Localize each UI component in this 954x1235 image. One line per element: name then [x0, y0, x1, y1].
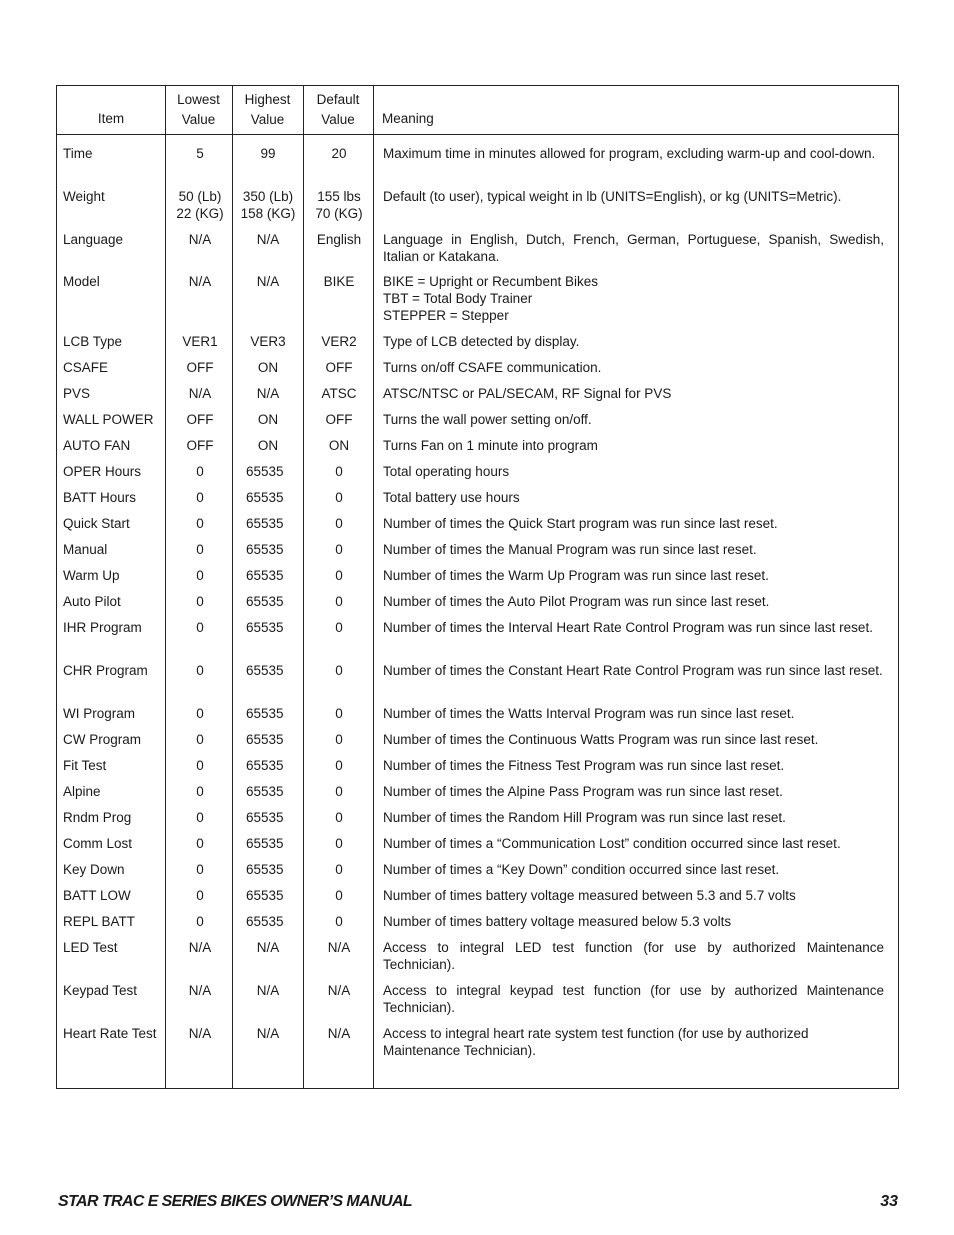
table-row — [57, 188, 898, 231]
meaning-cell: Turns on/off CSAFE communication. — [383, 360, 602, 375]
item-cell: Comm Lost — [63, 836, 133, 851]
highest-value-cell: 65535 — [246, 810, 284, 825]
item-cell: REPL BATT — [63, 914, 136, 929]
item-cell: Model — [63, 274, 100, 289]
default-value-cell: 155 lbs 70 (KG) — [315, 189, 363, 221]
meaning-cell: Turns the wall power setting on/off. — [383, 412, 592, 427]
table-row — [57, 809, 898, 835]
table-row — [57, 359, 898, 385]
table-row — [57, 463, 898, 489]
lowest-value-cell: 0 — [196, 836, 204, 851]
table-row — [57, 489, 898, 515]
lowest-value-cell: 0 — [196, 490, 204, 505]
default-value-cell: 0 — [335, 663, 343, 678]
table-row — [57, 939, 898, 982]
table-row — [57, 913, 898, 939]
highest-value-cell: N/A — [256, 983, 280, 998]
lowest-value-cell: 0 — [196, 620, 204, 635]
default-value-cell: VER2 — [321, 334, 357, 349]
highest-value-cell: 99 — [260, 146, 276, 161]
meaning-cell: BIKE = Upright or Recumbent Bikes TBT = Total Body Trainer STEPPER = Stepper — [383, 274, 598, 323]
item-cell: OPER Hours — [63, 464, 142, 479]
default-value-cell: 0 — [335, 810, 343, 825]
default-value-cell: BIKE — [323, 274, 355, 289]
default-value-cell: 0 — [335, 914, 343, 929]
default-value-cell: 0 — [335, 568, 343, 583]
lowest-value-cell: 0 — [196, 758, 204, 773]
highest-value-cell: 65535 — [246, 836, 284, 851]
item-cell: WALL POWER — [63, 412, 154, 427]
page-number: 33 — [880, 1193, 898, 1210]
lowest-value-cell: 0 — [196, 732, 204, 747]
highest-value-cell: VER3 — [250, 334, 286, 349]
default-value-cell: N/A — [327, 1026, 351, 1041]
meaning-cell: Default (to user), typical weight in lb (UNITS=English), or kg (UNITS=Metric). — [383, 189, 842, 204]
table-row — [57, 411, 898, 437]
lowest-value-cell: N/A — [188, 386, 212, 401]
table-row — [57, 861, 898, 887]
table-row — [57, 619, 898, 662]
lowest-value-cell: VER1 — [182, 334, 218, 349]
meaning-cell: Access to integral heart rate system test function (for use by authorized Maintenance Technician). — [383, 1026, 809, 1058]
meaning-cell: Number of times the Random Hill Program was run since last reset. — [383, 810, 786, 825]
table-row — [57, 757, 898, 783]
highest-value-cell: N/A — [256, 1026, 280, 1041]
table-row — [57, 593, 898, 619]
default-value-cell: 0 — [335, 888, 343, 903]
lowest-value-cell: 0 — [196, 568, 204, 583]
default-value-cell: 0 — [335, 516, 343, 531]
meaning-cell: Number of times the Continuous Watts Program was run since last reset. — [383, 732, 819, 747]
highest-value-cell: ON — [257, 360, 279, 375]
item-cell: LCB Type — [63, 334, 123, 349]
lowest-value-cell: OFF — [186, 412, 214, 427]
footer-title: STAR TRAC E SERIES BIKES OWNER’S MANUAL — [58, 1193, 413, 1210]
item-cell: Keypad Test — [63, 983, 138, 998]
lowest-value-cell: 0 — [196, 888, 204, 903]
default-value-cell: ON — [328, 438, 350, 453]
table-row — [57, 333, 898, 359]
lowest-value-cell: OFF — [186, 360, 214, 375]
highest-value-cell: 65535 — [246, 784, 284, 799]
table-row — [57, 567, 898, 593]
table-row — [57, 705, 898, 731]
meaning-cell: Access to integral keypad test function (for use by authorized Maintenance Technician). — [383, 983, 884, 1015]
item-cell: BATT Hours — [63, 490, 137, 505]
default-value-cell: 0 — [335, 620, 343, 635]
default-value-cell: 0 — [335, 862, 343, 877]
table-row — [57, 887, 898, 913]
table-row — [57, 515, 898, 541]
lowest-value-cell: 0 — [196, 914, 204, 929]
default-value-cell: 0 — [335, 784, 343, 799]
highest-value-cell: N/A — [256, 274, 280, 289]
default-value-cell: 0 — [335, 594, 343, 609]
highest-value-cell: 65535 — [246, 914, 284, 929]
meaning-cell: Number of times the Constant Heart Rate Control Program was run since last reset. — [383, 663, 883, 678]
item-cell: Rndm Prog — [63, 810, 132, 825]
table-row — [57, 145, 898, 188]
item-cell: AUTO FAN — [63, 438, 131, 453]
lowest-value-cell: 0 — [196, 594, 204, 609]
highest-value-cell: N/A — [256, 940, 280, 955]
item-cell: CHR Program — [63, 663, 148, 678]
meaning-cell: Number of times battery voltage measured between 5.3 and 5.7 volts — [383, 888, 796, 903]
highest-value-cell: 65535 — [246, 706, 284, 721]
highest-value-cell: 65535 — [246, 516, 284, 531]
table-row — [57, 437, 898, 463]
item-cell: Quick Start — [63, 516, 130, 531]
meaning-cell: Number of times the Warm Up Program was run since last reset. — [383, 568, 769, 583]
item-cell: Key Down — [63, 862, 125, 877]
meaning-cell: Total battery use hours — [383, 490, 520, 505]
highest-value-cell: 65535 — [246, 862, 284, 877]
item-cell: LED Test — [63, 940, 118, 955]
highest-value-cell: 65535 — [246, 490, 284, 505]
table-row — [57, 982, 898, 1025]
lowest-value-cell: N/A — [188, 274, 212, 289]
meaning-cell: Maximum time in minutes allowed for program, excluding warm-up and cool-down. — [383, 146, 876, 161]
meaning-cell: Number of times the Watts Interval Program was run since last reset. — [383, 706, 795, 721]
highest-value-cell: 65535 — [246, 568, 284, 583]
lowest-value-cell: OFF — [186, 438, 214, 453]
header-lowest: Lowest Value — [177, 92, 220, 127]
highest-value-cell: 65535 — [246, 663, 284, 678]
item-cell: Fit Test — [63, 758, 107, 773]
meaning-cell: Total operating hours — [383, 464, 510, 479]
default-value-cell: 20 — [331, 146, 347, 161]
highest-value-cell: 65535 — [246, 732, 284, 747]
meaning-cell: Number of times battery voltage measured below 5.3 volts — [383, 914, 732, 929]
item-cell: PVS — [63, 386, 91, 401]
lowest-value-cell: 0 — [196, 542, 204, 557]
default-value-cell: N/A — [327, 940, 351, 955]
default-value-cell: 0 — [335, 490, 343, 505]
lowest-value-cell: 0 — [196, 784, 204, 799]
lowest-value-cell: N/A — [188, 1026, 212, 1041]
table-body — [57, 145, 898, 1065]
default-value-cell: 0 — [335, 542, 343, 557]
lowest-value-cell: 0 — [196, 663, 204, 678]
default-value-cell: N/A — [327, 983, 351, 998]
header-item: Item — [97, 111, 125, 126]
header-meaning: Meaning — [382, 111, 434, 126]
item-cell: Alpine — [63, 784, 101, 799]
lowest-value-cell: 0 — [196, 810, 204, 825]
default-value-cell: 0 — [335, 732, 343, 747]
default-value-cell: 0 — [335, 706, 343, 721]
default-value-cell: 0 — [335, 758, 343, 773]
highest-value-cell: 65535 — [246, 464, 284, 479]
table-row — [57, 231, 898, 273]
lowest-value-cell: 0 — [196, 516, 204, 531]
meaning-cell: Number of times the Quick Start program was run since last reset. — [383, 516, 778, 531]
highest-value-cell: N/A — [256, 232, 280, 247]
table-row — [57, 783, 898, 809]
item-cell: Time — [63, 146, 93, 161]
item-cell: BATT LOW — [63, 888, 131, 903]
meaning-cell: Access to integral LED test function (for use by authorized Maintenance Technician). — [383, 940, 884, 972]
table-row — [57, 541, 898, 567]
table-row — [57, 273, 898, 333]
header-divider — [57, 134, 898, 135]
highest-value-cell: 65535 — [246, 888, 284, 903]
lowest-value-cell: 0 — [196, 862, 204, 877]
lowest-value-cell: 0 — [196, 706, 204, 721]
lowest-value-cell: N/A — [188, 983, 212, 998]
meaning-cell: Number of times the Manual Program was run since last reset. — [383, 542, 757, 557]
default-value-cell: ATSC — [321, 386, 357, 401]
default-value-cell: 0 — [335, 464, 343, 479]
highest-value-cell: 350 (Lb) 158 (KG) — [240, 189, 296, 221]
default-value-cell: 0 — [335, 836, 343, 851]
highest-value-cell: ON — [257, 412, 279, 427]
settings-table — [56, 85, 899, 1089]
highest-value-cell: 65535 — [246, 594, 284, 609]
highest-value-cell: 65535 — [246, 758, 284, 773]
item-cell: Manual — [63, 542, 108, 557]
table-row — [57, 1025, 898, 1065]
item-cell: Language — [63, 232, 124, 247]
meaning-cell: Number of times the Fitness Test Program was run since last reset. — [383, 758, 785, 773]
highest-value-cell: N/A — [256, 386, 280, 401]
item-cell: CW Program — [63, 732, 142, 747]
meaning-cell: Number of times the Alpine Pass Program was run since last reset. — [383, 784, 783, 799]
lowest-value-cell: N/A — [188, 940, 212, 955]
item-cell: WI Program — [63, 706, 136, 721]
meaning-cell: Type of LCB detected by display. — [383, 334, 580, 349]
header-default: Default Value — [316, 92, 360, 127]
item-cell: Auto Pilot — [63, 594, 121, 609]
table-row — [57, 385, 898, 411]
item-cell: IHR Program — [63, 620, 142, 635]
meaning-cell: Number of times a “Communication Lost” condition occurred since last reset. — [383, 836, 841, 851]
meaning-cell: Number of times a “Key Down” condition occurred since last reset. — [383, 862, 780, 877]
meaning-cell: ATSC/NTSC or PAL/SECAM, RF Signal for PVS — [383, 386, 672, 401]
default-value-cell: OFF — [325, 360, 353, 375]
highest-value-cell: 65535 — [246, 542, 284, 557]
item-cell: CSAFE — [63, 360, 109, 375]
item-cell: Heart Rate Test — [63, 1026, 157, 1041]
table-row — [57, 835, 898, 861]
table-row — [57, 731, 898, 757]
lowest-value-cell: 0 — [196, 464, 204, 479]
item-cell: Warm Up — [63, 568, 120, 583]
default-value-cell: OFF — [325, 412, 353, 427]
highest-value-cell: 65535 — [246, 620, 284, 635]
lowest-value-cell: 50 (Lb) 22 (KG) — [176, 189, 224, 221]
lowest-value-cell: 5 — [196, 146, 204, 161]
meaning-cell: Number of times the Interval Heart Rate Control Program was run since last reset. — [383, 620, 873, 635]
table-row — [57, 662, 898, 705]
default-value-cell: English — [316, 232, 362, 247]
highest-value-cell: ON — [257, 438, 279, 453]
item-cell: Weight — [63, 189, 105, 204]
meaning-cell: Number of times the Auto Pilot Program was run since last reset. — [383, 594, 770, 609]
header-highest: Highest Value — [244, 92, 291, 127]
lowest-value-cell: N/A — [188, 232, 212, 247]
meaning-cell: Language in English, Dutch, French, German, Portuguese, Spanish, Swedish, Italian or Katakana. — [383, 232, 884, 264]
meaning-cell: Turns Fan on 1 minute into program — [383, 438, 598, 453]
